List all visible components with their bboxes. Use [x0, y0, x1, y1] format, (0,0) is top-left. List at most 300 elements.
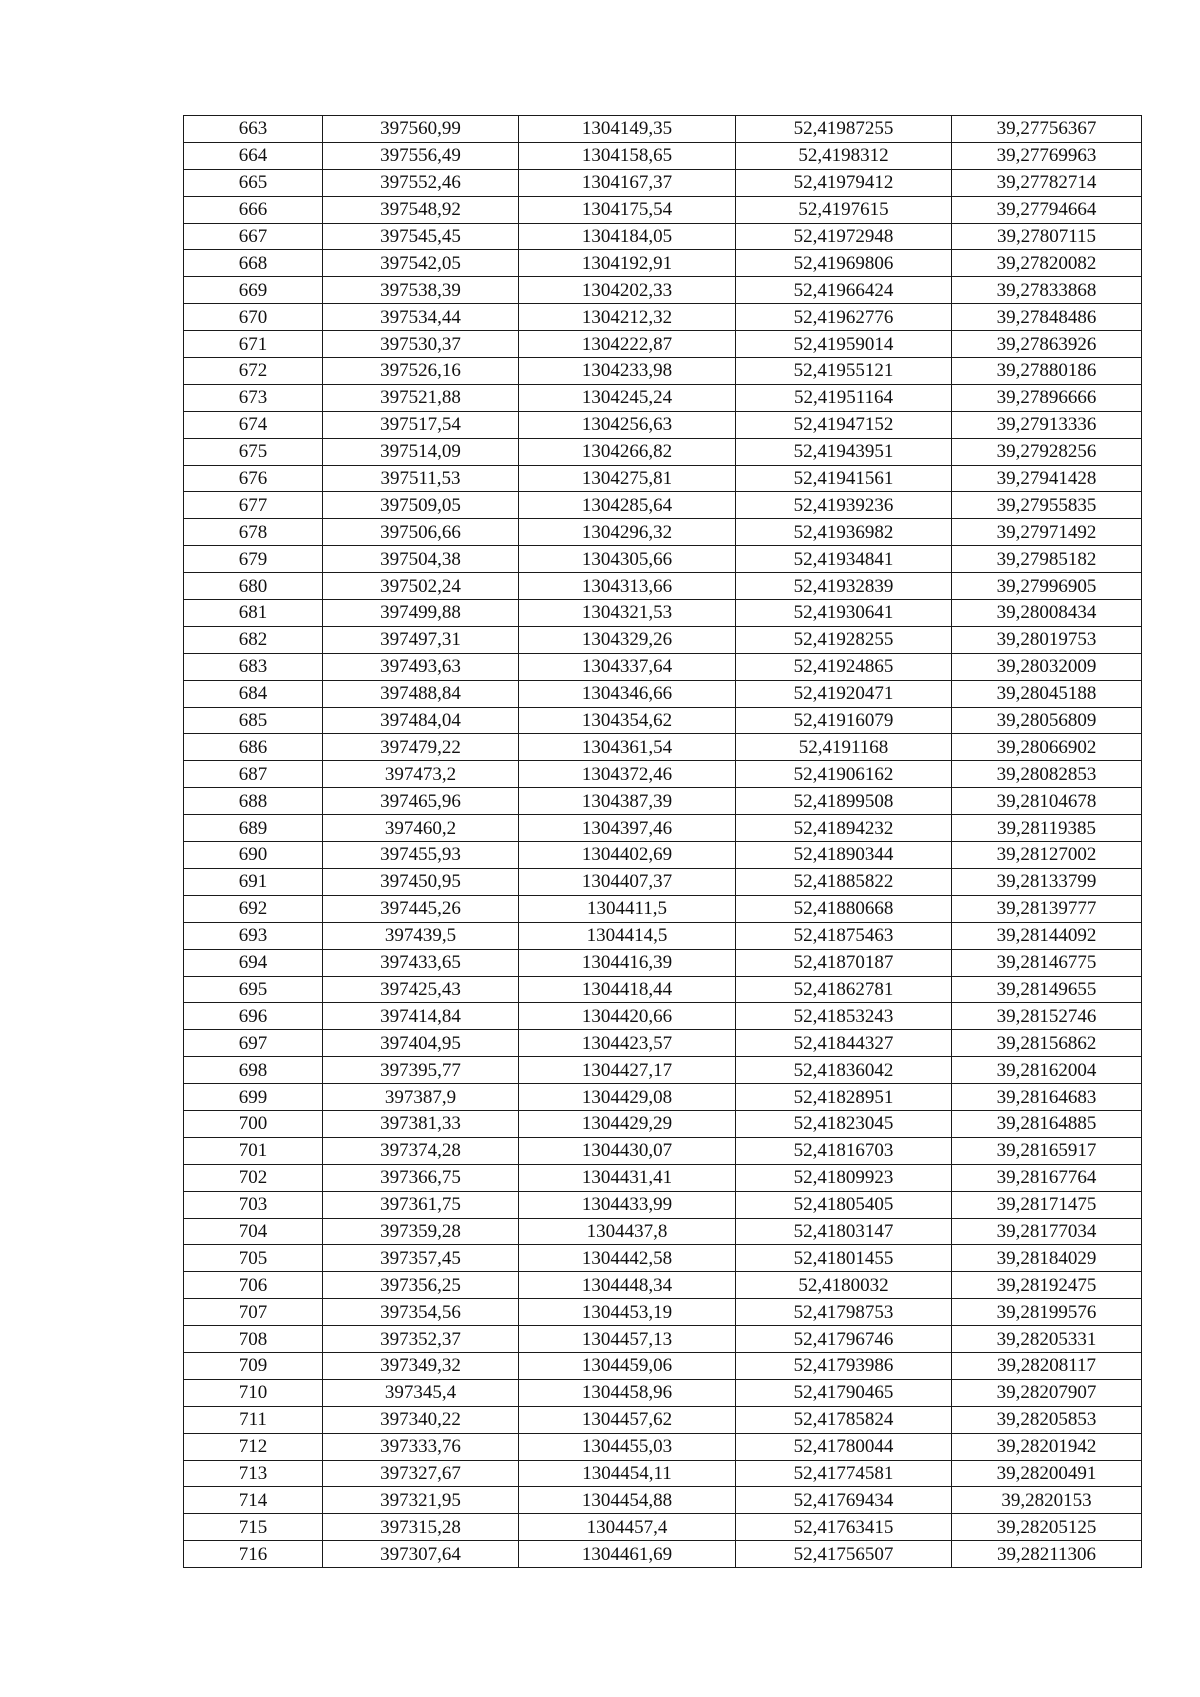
- x-coordinate-cell: 397545,45: [323, 223, 519, 250]
- point-number-cell: 680: [184, 573, 323, 600]
- point-number-cell: 695: [184, 976, 323, 1003]
- x-coordinate-cell: 397506,66: [323, 519, 519, 546]
- table-row: [184, 680, 1142, 707]
- y-coordinate-cell: 1304346,66: [519, 680, 736, 707]
- point-number-cell: 685: [184, 707, 323, 734]
- latitude-cell: 52,41959014: [736, 331, 952, 358]
- longitude-cell: 39,28082853: [952, 761, 1142, 788]
- point-number-cell: 684: [184, 680, 323, 707]
- y-coordinate-cell: 1304437,8: [519, 1218, 736, 1245]
- point-number-cell: 676: [184, 465, 323, 492]
- x-coordinate-cell: 397514,09: [323, 438, 519, 465]
- latitude-cell: 52,41880668: [736, 895, 952, 922]
- longitude-cell: 39,27971492: [952, 519, 1142, 546]
- x-coordinate-cell: 397414,84: [323, 1003, 519, 1030]
- latitude-cell: 52,41941561: [736, 465, 952, 492]
- table-row: [184, 1218, 1142, 1245]
- latitude-cell: 52,41798753: [736, 1299, 952, 1326]
- point-number-cell: 698: [184, 1057, 323, 1084]
- latitude-cell: 52,41862781: [736, 976, 952, 1003]
- point-number-cell: 665: [184, 169, 323, 196]
- y-coordinate-cell: 1304372,46: [519, 761, 736, 788]
- latitude-cell: 52,41894232: [736, 815, 952, 842]
- point-number-cell: 663: [184, 116, 323, 143]
- y-coordinate-cell: 1304429,08: [519, 1084, 736, 1111]
- table-row: [184, 411, 1142, 438]
- y-coordinate-cell: 1304455,03: [519, 1433, 736, 1460]
- y-coordinate-cell: 1304337,64: [519, 653, 736, 680]
- x-coordinate-cell: 397502,24: [323, 573, 519, 600]
- y-coordinate-cell: 1304387,39: [519, 788, 736, 815]
- x-coordinate-cell: 397473,2: [323, 761, 519, 788]
- x-coordinate-cell: 397340,22: [323, 1406, 519, 1433]
- longitude-cell: 39,28200491: [952, 1460, 1142, 1487]
- y-coordinate-cell: 1304175,54: [519, 196, 736, 223]
- y-coordinate-cell: 1304192,91: [519, 250, 736, 277]
- point-number-cell: 703: [184, 1191, 323, 1218]
- latitude-cell: 52,41966424: [736, 277, 952, 304]
- table-row: [184, 250, 1142, 277]
- y-coordinate-cell: 1304461,69: [519, 1541, 736, 1568]
- latitude-cell: 52,4180032: [736, 1272, 952, 1299]
- x-coordinate-cell: 397381,33: [323, 1110, 519, 1137]
- point-number-cell: 683: [184, 653, 323, 680]
- y-coordinate-cell: 1304411,5: [519, 895, 736, 922]
- longitude-cell: 39,28205331: [952, 1326, 1142, 1353]
- longitude-cell: 39,28032009: [952, 653, 1142, 680]
- point-number-cell: 697: [184, 1030, 323, 1057]
- longitude-cell: 39,2820153: [952, 1487, 1142, 1514]
- x-coordinate-cell: 397460,2: [323, 815, 519, 842]
- table-row: [184, 922, 1142, 949]
- table-row: [184, 116, 1142, 143]
- y-coordinate-cell: 1304329,26: [519, 626, 736, 653]
- table-row: [184, 223, 1142, 250]
- latitude-cell: 52,41785824: [736, 1406, 952, 1433]
- point-number-cell: 670: [184, 304, 323, 331]
- x-coordinate-cell: 397534,44: [323, 304, 519, 331]
- point-number-cell: 705: [184, 1245, 323, 1272]
- table-row: [184, 1110, 1142, 1137]
- table-row: [184, 1272, 1142, 1299]
- x-coordinate-cell: 397345,4: [323, 1379, 519, 1406]
- x-coordinate-cell: 397488,84: [323, 680, 519, 707]
- latitude-cell: 52,41979412: [736, 169, 952, 196]
- point-number-cell: 694: [184, 949, 323, 976]
- y-coordinate-cell: 1304256,63: [519, 411, 736, 438]
- point-number-cell: 674: [184, 411, 323, 438]
- longitude-cell: 39,28008434: [952, 600, 1142, 627]
- longitude-cell: 39,28171475: [952, 1191, 1142, 1218]
- y-coordinate-cell: 1304442,58: [519, 1245, 736, 1272]
- longitude-cell: 39,28192475: [952, 1272, 1142, 1299]
- latitude-cell: 52,41939236: [736, 492, 952, 519]
- longitude-cell: 39,28045188: [952, 680, 1142, 707]
- latitude-cell: 52,41793986: [736, 1352, 952, 1379]
- point-number-cell: 691: [184, 868, 323, 895]
- longitude-cell: 39,27996905: [952, 573, 1142, 600]
- point-number-cell: 702: [184, 1164, 323, 1191]
- x-coordinate-cell: 397349,32: [323, 1352, 519, 1379]
- y-coordinate-cell: 1304453,19: [519, 1299, 736, 1326]
- x-coordinate-cell: 397455,93: [323, 842, 519, 869]
- latitude-cell: 52,41932839: [736, 573, 952, 600]
- table-row: [184, 384, 1142, 411]
- point-number-cell: 667: [184, 223, 323, 250]
- x-coordinate-cell: 397552,46: [323, 169, 519, 196]
- y-coordinate-cell: 1304354,62: [519, 707, 736, 734]
- x-coordinate-cell: 397352,37: [323, 1326, 519, 1353]
- x-coordinate-cell: 397484,04: [323, 707, 519, 734]
- y-coordinate-cell: 1304427,17: [519, 1057, 736, 1084]
- x-coordinate-cell: 397538,39: [323, 277, 519, 304]
- longitude-cell: 39,28152746: [952, 1003, 1142, 1030]
- longitude-cell: 39,27896666: [952, 384, 1142, 411]
- point-number-cell: 672: [184, 358, 323, 385]
- table-row: [184, 1084, 1142, 1111]
- x-coordinate-cell: 397374,28: [323, 1137, 519, 1164]
- y-coordinate-cell: 1304457,4: [519, 1514, 736, 1541]
- y-coordinate-cell: 1304285,64: [519, 492, 736, 519]
- point-number-cell: 677: [184, 492, 323, 519]
- table-row: [184, 465, 1142, 492]
- point-number-cell: 688: [184, 788, 323, 815]
- y-coordinate-cell: 1304184,05: [519, 223, 736, 250]
- point-number-cell: 714: [184, 1487, 323, 1514]
- longitude-cell: 39,27955835: [952, 492, 1142, 519]
- point-number-cell: 693: [184, 922, 323, 949]
- point-number-cell: 713: [184, 1460, 323, 1487]
- y-coordinate-cell: 1304245,24: [519, 384, 736, 411]
- latitude-cell: 52,41890344: [736, 842, 952, 869]
- x-coordinate-cell: 397542,05: [323, 250, 519, 277]
- latitude-cell: 52,41962776: [736, 304, 952, 331]
- x-coordinate-cell: 397321,95: [323, 1487, 519, 1514]
- x-coordinate-cell: 397354,56: [323, 1299, 519, 1326]
- latitude-cell: 52,41828951: [736, 1084, 952, 1111]
- x-coordinate-cell: 397445,26: [323, 895, 519, 922]
- latitude-cell: 52,41906162: [736, 761, 952, 788]
- x-coordinate-cell: 397499,88: [323, 600, 519, 627]
- table-row: [184, 1299, 1142, 1326]
- y-coordinate-cell: 1304167,37: [519, 169, 736, 196]
- point-number-cell: 700: [184, 1110, 323, 1137]
- latitude-cell: 52,41853243: [736, 1003, 952, 1030]
- table-row: [184, 600, 1142, 627]
- x-coordinate-cell: 397497,31: [323, 626, 519, 653]
- longitude-cell: 39,28144092: [952, 922, 1142, 949]
- y-coordinate-cell: 1304202,33: [519, 277, 736, 304]
- x-coordinate-cell: 397526,16: [323, 358, 519, 385]
- x-coordinate-cell: 397327,67: [323, 1460, 519, 1487]
- table-row: [184, 1406, 1142, 1433]
- latitude-cell: 52,41780044: [736, 1433, 952, 1460]
- coordinates-table: [183, 115, 1142, 1568]
- point-number-cell: 669: [184, 277, 323, 304]
- latitude-cell: 52,41885822: [736, 868, 952, 895]
- latitude-cell: 52,41987255: [736, 116, 952, 143]
- y-coordinate-cell: 1304296,32: [519, 519, 736, 546]
- longitude-cell: 39,27848486: [952, 304, 1142, 331]
- point-number-cell: 710: [184, 1379, 323, 1406]
- y-coordinate-cell: 1304457,13: [519, 1326, 736, 1353]
- longitude-cell: 39,27941428: [952, 465, 1142, 492]
- x-coordinate-cell: 397560,99: [323, 116, 519, 143]
- point-number-cell: 679: [184, 546, 323, 573]
- point-number-cell: 686: [184, 734, 323, 761]
- table-row: [184, 1460, 1142, 1487]
- table-row: [184, 842, 1142, 869]
- latitude-cell: 52,41916079: [736, 707, 952, 734]
- latitude-cell: 52,41796746: [736, 1326, 952, 1353]
- x-coordinate-cell: 397450,95: [323, 868, 519, 895]
- x-coordinate-cell: 397530,37: [323, 331, 519, 358]
- table-row: [184, 1433, 1142, 1460]
- table-row: [184, 653, 1142, 680]
- table-row: [184, 1379, 1142, 1406]
- latitude-cell: 52,41955121: [736, 358, 952, 385]
- x-coordinate-cell: 397307,64: [323, 1541, 519, 1568]
- y-coordinate-cell: 1304414,5: [519, 922, 736, 949]
- longitude-cell: 39,28066902: [952, 734, 1142, 761]
- table-row: [184, 1030, 1142, 1057]
- latitude-cell: 52,41943951: [736, 438, 952, 465]
- y-coordinate-cell: 1304433,99: [519, 1191, 736, 1218]
- table-row: [184, 761, 1142, 788]
- y-coordinate-cell: 1304407,37: [519, 868, 736, 895]
- point-number-cell: 666: [184, 196, 323, 223]
- longitude-cell: 39,27820082: [952, 250, 1142, 277]
- longitude-cell: 39,28149655: [952, 976, 1142, 1003]
- y-coordinate-cell: 1304416,39: [519, 949, 736, 976]
- point-number-cell: 699: [184, 1084, 323, 1111]
- x-coordinate-cell: 397404,95: [323, 1030, 519, 1057]
- table-row: [184, 1352, 1142, 1379]
- point-number-cell: 708: [184, 1326, 323, 1353]
- latitude-cell: 52,41756507: [736, 1541, 952, 1568]
- table-row: [184, 1541, 1142, 1568]
- table-row: [184, 169, 1142, 196]
- point-number-cell: 716: [184, 1541, 323, 1568]
- x-coordinate-cell: 397395,77: [323, 1057, 519, 1084]
- point-number-cell: 712: [184, 1433, 323, 1460]
- y-coordinate-cell: 1304431,41: [519, 1164, 736, 1191]
- x-coordinate-cell: 397493,63: [323, 653, 519, 680]
- point-number-cell: 673: [184, 384, 323, 411]
- latitude-cell: 52,41930641: [736, 600, 952, 627]
- x-coordinate-cell: 397357,45: [323, 1245, 519, 1272]
- longitude-cell: 39,28139777: [952, 895, 1142, 922]
- y-coordinate-cell: 1304222,87: [519, 331, 736, 358]
- latitude-cell: 52,41763415: [736, 1514, 952, 1541]
- longitude-cell: 39,28104678: [952, 788, 1142, 815]
- table-row: [184, 546, 1142, 573]
- y-coordinate-cell: 1304158,65: [519, 142, 736, 169]
- longitude-cell: 39,28201942: [952, 1433, 1142, 1460]
- table-row: [184, 626, 1142, 653]
- x-coordinate-cell: 397521,88: [323, 384, 519, 411]
- longitude-cell: 39,27913336: [952, 411, 1142, 438]
- longitude-cell: 39,28165917: [952, 1137, 1142, 1164]
- point-number-cell: 707: [184, 1299, 323, 1326]
- y-coordinate-cell: 1304418,44: [519, 976, 736, 1003]
- latitude-cell: 52,41774581: [736, 1460, 952, 1487]
- x-coordinate-cell: 397361,75: [323, 1191, 519, 1218]
- latitude-cell: 52,41899508: [736, 788, 952, 815]
- longitude-cell: 39,28127002: [952, 842, 1142, 869]
- latitude-cell: 52,41972948: [736, 223, 952, 250]
- point-number-cell: 678: [184, 519, 323, 546]
- latitude-cell: 52,41875463: [736, 922, 952, 949]
- longitude-cell: 39,28019753: [952, 626, 1142, 653]
- table-row: [184, 976, 1142, 1003]
- latitude-cell: 52,41769434: [736, 1487, 952, 1514]
- y-coordinate-cell: 1304397,46: [519, 815, 736, 842]
- x-coordinate-cell: 397556,49: [323, 142, 519, 169]
- longitude-cell: 39,28167764: [952, 1164, 1142, 1191]
- y-coordinate-cell: 1304361,54: [519, 734, 736, 761]
- longitude-cell: 39,27807115: [952, 223, 1142, 250]
- table-row: [184, 1326, 1142, 1353]
- x-coordinate-cell: 397479,22: [323, 734, 519, 761]
- latitude-cell: 52,41936982: [736, 519, 952, 546]
- y-coordinate-cell: 1304448,34: [519, 1272, 736, 1299]
- y-coordinate-cell: 1304457,62: [519, 1406, 736, 1433]
- table-row: [184, 196, 1142, 223]
- point-number-cell: 704: [184, 1218, 323, 1245]
- latitude-cell: 52,41823045: [736, 1110, 952, 1137]
- table-row: [184, 1245, 1142, 1272]
- y-coordinate-cell: 1304313,66: [519, 573, 736, 600]
- y-coordinate-cell: 1304454,88: [519, 1487, 736, 1514]
- longitude-cell: 39,27756367: [952, 116, 1142, 143]
- longitude-cell: 39,28205853: [952, 1406, 1142, 1433]
- longitude-cell: 39,28164885: [952, 1110, 1142, 1137]
- latitude-cell: 52,4197615: [736, 196, 952, 223]
- longitude-cell: 39,28177034: [952, 1218, 1142, 1245]
- table-row: [184, 1003, 1142, 1030]
- latitude-cell: 52,41870187: [736, 949, 952, 976]
- point-number-cell: 701: [184, 1137, 323, 1164]
- table-row: [184, 707, 1142, 734]
- y-coordinate-cell: 1304149,35: [519, 116, 736, 143]
- x-coordinate-cell: 397517,54: [323, 411, 519, 438]
- table-row: [184, 304, 1142, 331]
- x-coordinate-cell: 397333,76: [323, 1433, 519, 1460]
- table-row: [184, 142, 1142, 169]
- longitude-cell: 39,28211306: [952, 1541, 1142, 1568]
- coordinates-table-body: [184, 116, 1142, 1568]
- x-coordinate-cell: 397509,05: [323, 492, 519, 519]
- table-row: [184, 1164, 1142, 1191]
- latitude-cell: 52,41805405: [736, 1191, 952, 1218]
- point-number-cell: 681: [184, 600, 323, 627]
- x-coordinate-cell: 397433,65: [323, 949, 519, 976]
- table-row: [184, 1137, 1142, 1164]
- latitude-cell: 52,41844327: [736, 1030, 952, 1057]
- longitude-cell: 39,27833868: [952, 277, 1142, 304]
- point-number-cell: 692: [184, 895, 323, 922]
- point-number-cell: 690: [184, 842, 323, 869]
- longitude-cell: 39,27794664: [952, 196, 1142, 223]
- latitude-cell: 52,41803147: [736, 1218, 952, 1245]
- table-row: [184, 1191, 1142, 1218]
- point-number-cell: 687: [184, 761, 323, 788]
- longitude-cell: 39,28162004: [952, 1057, 1142, 1084]
- longitude-cell: 39,28184029: [952, 1245, 1142, 1272]
- x-coordinate-cell: 397366,75: [323, 1164, 519, 1191]
- y-coordinate-cell: 1304233,98: [519, 358, 736, 385]
- longitude-cell: 39,27782714: [952, 169, 1142, 196]
- longitude-cell: 39,27985182: [952, 546, 1142, 573]
- x-coordinate-cell: 397548,92: [323, 196, 519, 223]
- longitude-cell: 39,27928256: [952, 438, 1142, 465]
- y-coordinate-cell: 1304458,96: [519, 1379, 736, 1406]
- longitude-cell: 39,28164683: [952, 1084, 1142, 1111]
- longitude-cell: 39,28205125: [952, 1514, 1142, 1541]
- y-coordinate-cell: 1304305,66: [519, 546, 736, 573]
- longitude-cell: 39,28056809: [952, 707, 1142, 734]
- latitude-cell: 52,41947152: [736, 411, 952, 438]
- point-number-cell: 696: [184, 1003, 323, 1030]
- latitude-cell: 52,41920471: [736, 680, 952, 707]
- x-coordinate-cell: 397465,96: [323, 788, 519, 815]
- x-coordinate-cell: 397356,25: [323, 1272, 519, 1299]
- longitude-cell: 39,27863926: [952, 331, 1142, 358]
- latitude-cell: 52,41809923: [736, 1164, 952, 1191]
- table-row: [184, 331, 1142, 358]
- x-coordinate-cell: 397315,28: [323, 1514, 519, 1541]
- x-coordinate-cell: 397387,9: [323, 1084, 519, 1111]
- y-coordinate-cell: 1304459,06: [519, 1352, 736, 1379]
- latitude-cell: 52,41924865: [736, 653, 952, 680]
- longitude-cell: 39,28207907: [952, 1379, 1142, 1406]
- longitude-cell: 39,28208117: [952, 1352, 1142, 1379]
- point-number-cell: 668: [184, 250, 323, 277]
- table-row: [184, 438, 1142, 465]
- y-coordinate-cell: 1304321,53: [519, 600, 736, 627]
- table-row: [184, 1487, 1142, 1514]
- point-number-cell: 675: [184, 438, 323, 465]
- latitude-cell: 52,41951164: [736, 384, 952, 411]
- latitude-cell: 52,41836042: [736, 1057, 952, 1084]
- y-coordinate-cell: 1304430,07: [519, 1137, 736, 1164]
- x-coordinate-cell: 397439,5: [323, 922, 519, 949]
- table-row: [184, 895, 1142, 922]
- table-row: [184, 815, 1142, 842]
- point-number-cell: 706: [184, 1272, 323, 1299]
- y-coordinate-cell: 1304454,11: [519, 1460, 736, 1487]
- x-coordinate-cell: 397359,28: [323, 1218, 519, 1245]
- x-coordinate-cell: 397425,43: [323, 976, 519, 1003]
- longitude-cell: 39,28156862: [952, 1030, 1142, 1057]
- y-coordinate-cell: 1304420,66: [519, 1003, 736, 1030]
- point-number-cell: 709: [184, 1352, 323, 1379]
- latitude-cell: 52,4198312: [736, 142, 952, 169]
- point-number-cell: 689: [184, 815, 323, 842]
- longitude-cell: 39,28133799: [952, 868, 1142, 895]
- table-row: [184, 573, 1142, 600]
- latitude-cell: 52,41816703: [736, 1137, 952, 1164]
- latitude-cell: 52,41801455: [736, 1245, 952, 1272]
- latitude-cell: 52,41928255: [736, 626, 952, 653]
- latitude-cell: 52,41790465: [736, 1379, 952, 1406]
- latitude-cell: 52,4191168: [736, 734, 952, 761]
- y-coordinate-cell: 1304212,32: [519, 304, 736, 331]
- point-number-cell: 664: [184, 142, 323, 169]
- latitude-cell: 52,41934841: [736, 546, 952, 573]
- table-row: [184, 358, 1142, 385]
